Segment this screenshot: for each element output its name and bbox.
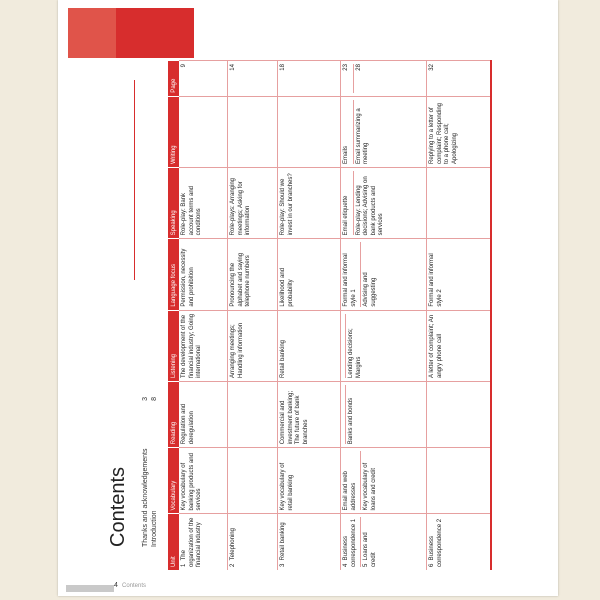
sub-row-vocabulary: Key vocabulary of loans and credit [360, 451, 378, 510]
cell-page: 14 [228, 61, 278, 97]
table-row [179, 61, 228, 571]
cell-speaking: Role-play: Bank account terms and conditions [179, 168, 228, 239]
header-block-light [68, 8, 116, 58]
intro-label: Introduction [151, 510, 158, 547]
cell-reading: Regulation and deregulation [179, 382, 228, 448]
cell-reading: Commercial and investment banking; The future of bank branches [278, 382, 341, 448]
footer-label: Contents [122, 583, 147, 589]
vertical-red-rule [134, 80, 135, 280]
table-row [278, 61, 341, 571]
header-speaking: Speaking [168, 168, 179, 239]
header-page: Page [168, 61, 179, 97]
cell-unit: 3 Retail banking [278, 514, 341, 570]
cell-reading [341, 382, 427, 448]
cell-speaking: Email etiquette Role-play: Lending decisions; Advising on bank products and services [341, 168, 427, 239]
cell-listening: A letter of complaint; An angry phone call [427, 310, 491, 381]
header-vocabulary: Vocabulary [168, 448, 179, 514]
header-writing: Writing [168, 96, 179, 167]
cell-unit: 4 Business correspondence 1 5 Loans and credit [341, 514, 427, 570]
header-block-dark [116, 8, 194, 58]
cell-page: 32 [427, 61, 491, 97]
intro-page: 3 [142, 397, 149, 401]
cell-writing: Replying to a letter of complaint; Responding to a phone call; Apologizing [427, 96, 491, 167]
cell-listening: Retail banking [278, 310, 341, 381]
book-page [58, 0, 558, 596]
cell-language-focus: Permission, necessity and prohibition [179, 239, 228, 310]
cell-vocabulary [427, 448, 491, 514]
intro-list [141, 397, 159, 547]
footer-page-number: 4 [114, 582, 118, 589]
cell-vocabulary: Key vocabulary of retail banking [278, 448, 341, 514]
cell-reading [427, 382, 491, 448]
cell-writing [278, 96, 341, 167]
cell-listening [341, 310, 427, 381]
sub-row-speaking: Role-play: Lending decisions; Advising on bank products and services [353, 171, 386, 235]
cell-language-focus: Formal and informal style 1 Advising and suggesting [341, 239, 427, 310]
cell-listening: Arranging meetings; Handling information [228, 310, 278, 381]
intro-item[interactable] [141, 397, 150, 547]
cell-language-focus: Formal and informal style 2 [427, 239, 491, 310]
cell-writing: Emails Email summarizing a meeting [341, 96, 427, 167]
sub-row-writing: Email summarizing a meeting [353, 100, 371, 164]
footer-bar [66, 585, 114, 592]
sub-row-reading: Banks and bonds [345, 385, 356, 444]
header-unit: Unit [168, 514, 179, 570]
cell-vocabulary [228, 448, 278, 514]
cell-unit: 1 The organization of the financial industry [179, 514, 228, 570]
cell-reading [228, 382, 278, 448]
cell-writing [179, 96, 228, 167]
cell-listening: The development of the financial industry; Going international [179, 310, 228, 381]
cell-writing [228, 96, 278, 167]
sub-row-unit: 5 Loans and credit [360, 517, 378, 567]
cell-language-focus: Pronouncing the alphabet and saying telephone numbers [228, 239, 278, 310]
cell-page: 9 [179, 61, 228, 97]
header-reading: Reading [168, 382, 179, 448]
cell-unit: 6 Business correspondence 2 [427, 514, 491, 570]
sub-row-listening: Lending decisions; Margins [345, 314, 363, 378]
intro-page: 8 [151, 397, 158, 401]
cell-page: 23 28 [341, 61, 427, 97]
contents-title: Contents [107, 466, 129, 547]
cell-language-focus: Likelihood and probability [278, 239, 341, 310]
sub-row-language-focus: Advising and suggesting [360, 242, 378, 306]
cell-speaking: Role-play: Should we invest in our branches? [278, 168, 341, 239]
table-row [228, 61, 278, 571]
cell-unit: 2 Telephoning [228, 514, 278, 570]
cell-page: 18 [278, 61, 341, 97]
intro-label: Thanks and acknowledgements [142, 448, 149, 547]
contents-table-wrapper [168, 60, 492, 570]
sub-row-page: 28 [353, 64, 364, 93]
cell-speaking [427, 168, 491, 239]
table-row [427, 61, 491, 571]
page-footer [58, 581, 558, 596]
cell-speaking: Role-plays: Arranging meetings; Asking for information [228, 168, 278, 239]
table-row [341, 61, 427, 571]
header-listening: Listening [168, 310, 179, 381]
cell-vocabulary: Email and web addresses Key vocabulary of loans and credit [341, 448, 427, 514]
header-language-focus: Language focus [168, 239, 179, 310]
intro-item[interactable] [150, 397, 159, 547]
cell-vocabulary: Key vocabulary of banking products and services [179, 448, 228, 514]
table-header-row [168, 61, 179, 571]
contents-table [168, 60, 492, 570]
